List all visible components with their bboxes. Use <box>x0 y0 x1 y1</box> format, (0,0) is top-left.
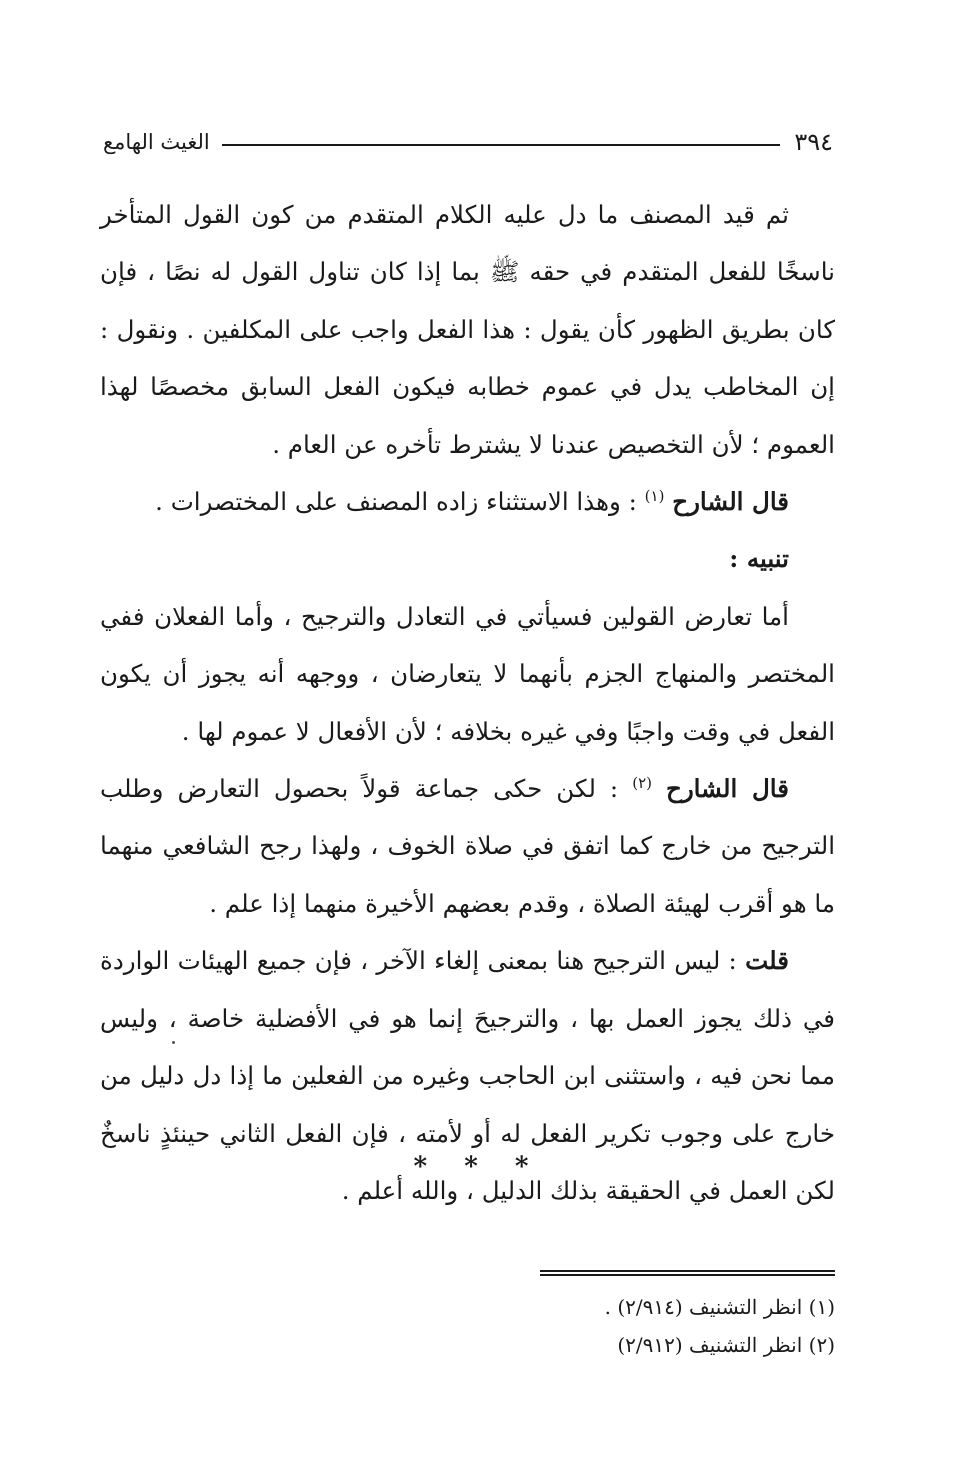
paragraph-text: أما تعارض القولين فسيأتي في التعادل والترجيح ، وأما الفعلان ففي المختصر والمنهاج الجزم بأنهما لا يتعارضان ، ووجهه أنه يجوز أن يكون الفعل في وقت واجبًا وفي غيره بخلافه ؛ لأن الأفعال لا عموم لها . <box>100 601 835 746</box>
paragraph-text: : وهذا الاستثناء زاده المصنف على المختصرات . <box>155 487 637 517</box>
section-heading: تنبيه : <box>729 544 789 574</box>
paragraph-4 <box>100 588 835 760</box>
footnotes <box>400 1288 835 1364</box>
footnote-reference: (١) <box>644 486 665 505</box>
running-header <box>103 122 833 162</box>
page-number: ٣٩٤ <box>794 128 833 156</box>
paragraph-1 <box>100 186 835 473</box>
paragraph-2 <box>100 473 835 530</box>
paragraph-3 <box>100 530 835 587</box>
header-rule <box>222 144 781 146</box>
footnote-2: (٢) انظر التشنيف (٢/٩١٢) <box>617 1333 835 1357</box>
paragraph-5 <box>100 760 835 932</box>
paragraph-text: ثم قيد المصنف ما دل عليه الكلام المتقدم من كون القول المتأخر ناسخًا للفعل المتقدم في حقه ﷺ بما إذا كان تناول القول له نصًا ، فإن كان بطريق الظهور كأن يقول : هذا الفعل واجب على المكلفين . ونقول : إن المخاطب يدل في عموم خطابه فيكون الفعل السابق مخصصًا لهذا العموم ؛ لأن التخصيص عندنا لا يشترط تأخره عن العام . <box>100 200 835 459</box>
paragraph-text: : ليس الترجيح هنا بمعنى إلغاء الآخر ، فإن جميع الهيئات الواردة في ذلك يجوز العمل بها ، والترجيحَ إنما هو في الأفضلية خاصة ، وليس مما نحن فيه ، واستثنى ابن الحاجب وغيره من الفعلين ما إذا دل دليل من خارج على وجوب تكرير الفعل له أو لأمته ، فإن الفعل الثاني حينئذٍ ناسخٌ لكن العمل في الحقيقة بذلك الدليل ، والله أعلم . <box>100 946 835 1205</box>
section-separator: * * * <box>413 1152 543 1182</box>
paragraph-lead: قال الشارح <box>666 774 789 804</box>
paragraph-text: : لكن حكى جماعة قولاً بحصول التعارض وطلب الترجيح من خارج كما اتفق في صلاة الخوف ، ولهذا رجح الشافعي منهما ما هو أقرب لهيئة الصلاة ، وقدم بعضهم الأخيرة منهما إذا علم . <box>100 774 835 918</box>
footnote-reference: (٢) <box>632 773 652 792</box>
paragraph-lead: قال الشارح <box>672 487 789 517</box>
stray-dot <box>172 1041 175 1044</box>
footnote-rule <box>540 1270 835 1276</box>
main-text <box>100 186 835 1219</box>
paragraph-lead: قلت <box>745 946 789 976</box>
footnote-1: (١) انظر التشنيف (٢/٩١٤) . <box>604 1295 835 1319</box>
book-title: الغيث الهامع <box>103 130 210 154</box>
